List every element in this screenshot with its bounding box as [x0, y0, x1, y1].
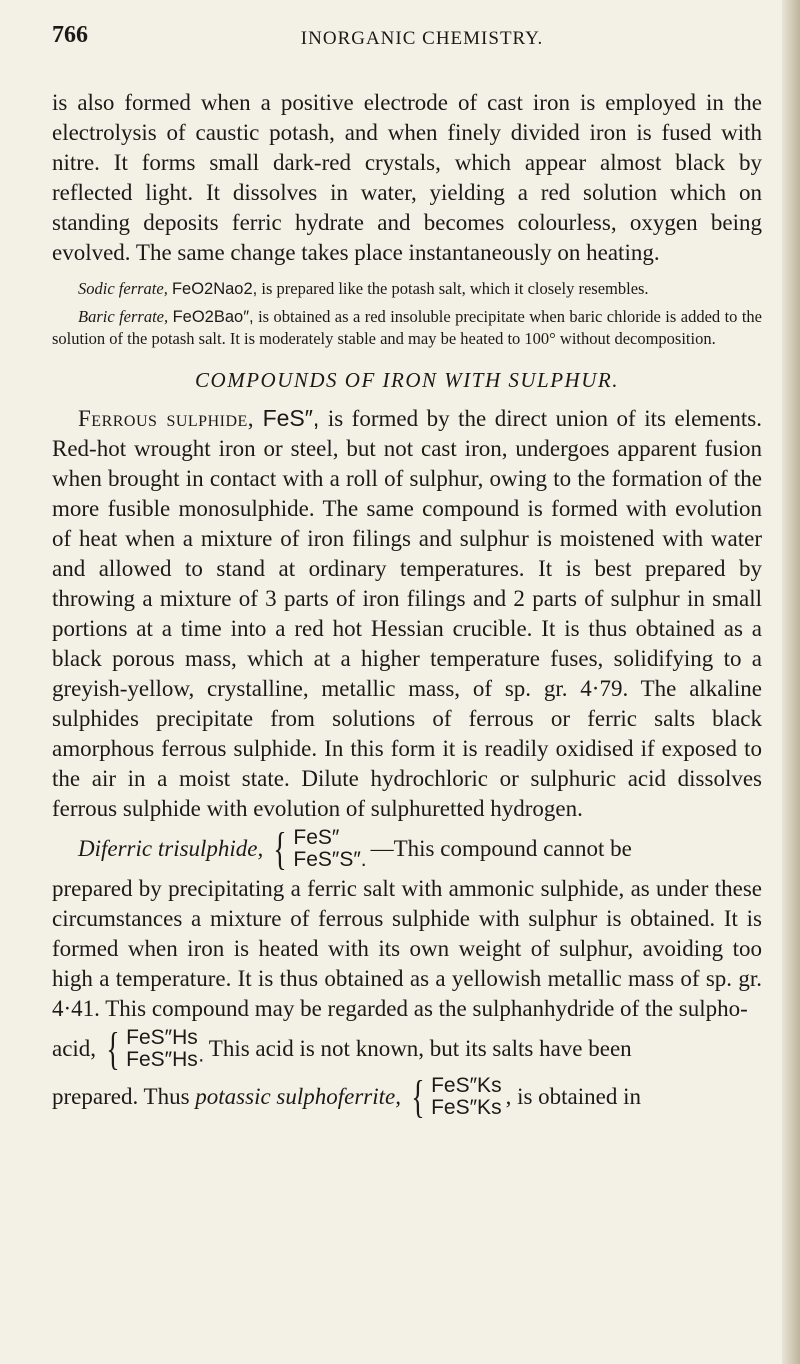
acid-prefix: acid,	[52, 1036, 97, 1061]
last-prefix: prepared. Thus	[52, 1084, 190, 1109]
ferrous-sulphide-text: is formed by the direct union of its elements. Red-hot wrought iron or steel, but not cast iron, undergoes apparent fusion when brought in contact with a roll of sulphur, owing to the formation of the more fusible monosulphide. The same compound is formed with evolution of heat when a mixture of iron filings and sulphur is moistened with water and allowed to stand at ordinary temperatures. It is best prepared by throwing a mixture of 3 parts of iron filings and 2 parts of sulphur in small portions at a time into a red hot Hessian crucible. It is thus obtained as a black porous mass, which at a higher temperature fuses, solidifying to a greyish-yellow, crystalline, metallic mass, of sp. gr. 4·79. The alkaline sulphides precipitate from solutions of ferrous or ferric salts black amorphous ferrous sulphide. In this form it is readily oxidised if exposed to the air in a moist state. Dilute hydrochloric or sulphuric acid dissolves ferrous sulphide with evolution of sulphuretted hydrogen.	[52, 406, 762, 821]
potassic-sulphoferrite-term: potassic sulphoferrite,	[195, 1084, 402, 1109]
potassic-formula	[431, 1075, 501, 1119]
last-text: , is obtained in	[505, 1084, 642, 1109]
section-heading: COMPOUNDS OF IRON WITH SULPHUR.	[195, 368, 619, 392]
diferric-line	[52, 823, 762, 874]
diferric-formula-bottom: FeS″S″.	[293, 848, 367, 871]
baric-ferrate-formula: FeO2Bao″,	[172, 308, 254, 326]
ferrous-sulphide-term: Ferrous sulphide,	[78, 406, 255, 431]
brace-symbol: {	[273, 823, 287, 874]
sodic-ferrate-term: Sodic ferrate,	[78, 279, 168, 298]
ferrous-sulphide-formula: FeS″,	[262, 405, 320, 431]
sodic-ferrate-text: is prepared like the potash salt, which it closely resembles.	[261, 279, 649, 298]
sodic-ferrate-note	[52, 278, 762, 300]
brace-symbol: {	[411, 1071, 425, 1122]
diferric-lead: —This compound cannot be	[370, 836, 632, 861]
brace-symbol: {	[106, 1023, 120, 1074]
diferric-term: Diferric trisulphide,	[78, 836, 264, 861]
page-body	[52, 88, 762, 1122]
diferric-formula	[293, 827, 366, 871]
acid-formula	[126, 1027, 205, 1071]
ferrous-sulphide-paragraph	[52, 403, 762, 824]
page-header	[52, 22, 752, 62]
potassic-formula-top: FeS″Ks	[431, 1074, 502, 1097]
page-edge	[782, 0, 800, 1364]
baric-ferrate-note	[52, 306, 762, 350]
baric-ferrate-term: Baric ferrate,	[78, 307, 169, 326]
sodic-ferrate-formula: FeO2Nao2,	[171, 280, 258, 298]
intro-paragraph: is also formed when a positive electrode of cast iron is employed in the electrolysis of caustic potash, and when finely divided iron is fused with nitre. It forms small dark-red crystals, which appear almost black by reflected light. It dissolves in water, yielding a red solution which on standing deposits ferric hydrate and becomes colourless, oxygen being evolved. The same change takes place instantaneously on heating.	[52, 90, 762, 265]
acid-formula-top: FeS″Hs	[126, 1026, 198, 1049]
diferric-formula-top: FeS″	[293, 826, 340, 849]
acid-text: This acid is not known, but its salts have been	[208, 1036, 632, 1061]
baric-ferrate-text: is obtained as a red insoluble precipitate when baric chloride is added to the solution of the potash salt. It is moderately stable and may be heated to 100° without decomposition.	[52, 307, 763, 348]
potassic-formula-bottom: FeS″Ks	[431, 1096, 502, 1119]
diferric-paragraph: prepared by precipitating a ferric salt with ammonic sulphide, as under these circumstances a mixture of ferrous sulphide with sulphur is obtained. It is formed when iron is heated with its own weight of sulphur, avoiding too high a temperature. It is thus obtained as a yellowish metallic mass of sp. gr. 4·41. This compound may be regarded as the sulphanhydride of the sulpho-	[52, 876, 762, 1021]
last-line	[52, 1071, 762, 1122]
acid-formula-bottom: FeS″Hs·	[126, 1048, 205, 1071]
running-head: INORGANIC CHEMISTRY.	[300, 28, 544, 49]
acid-line	[52, 1023, 762, 1074]
page-number: 766	[52, 22, 88, 48]
